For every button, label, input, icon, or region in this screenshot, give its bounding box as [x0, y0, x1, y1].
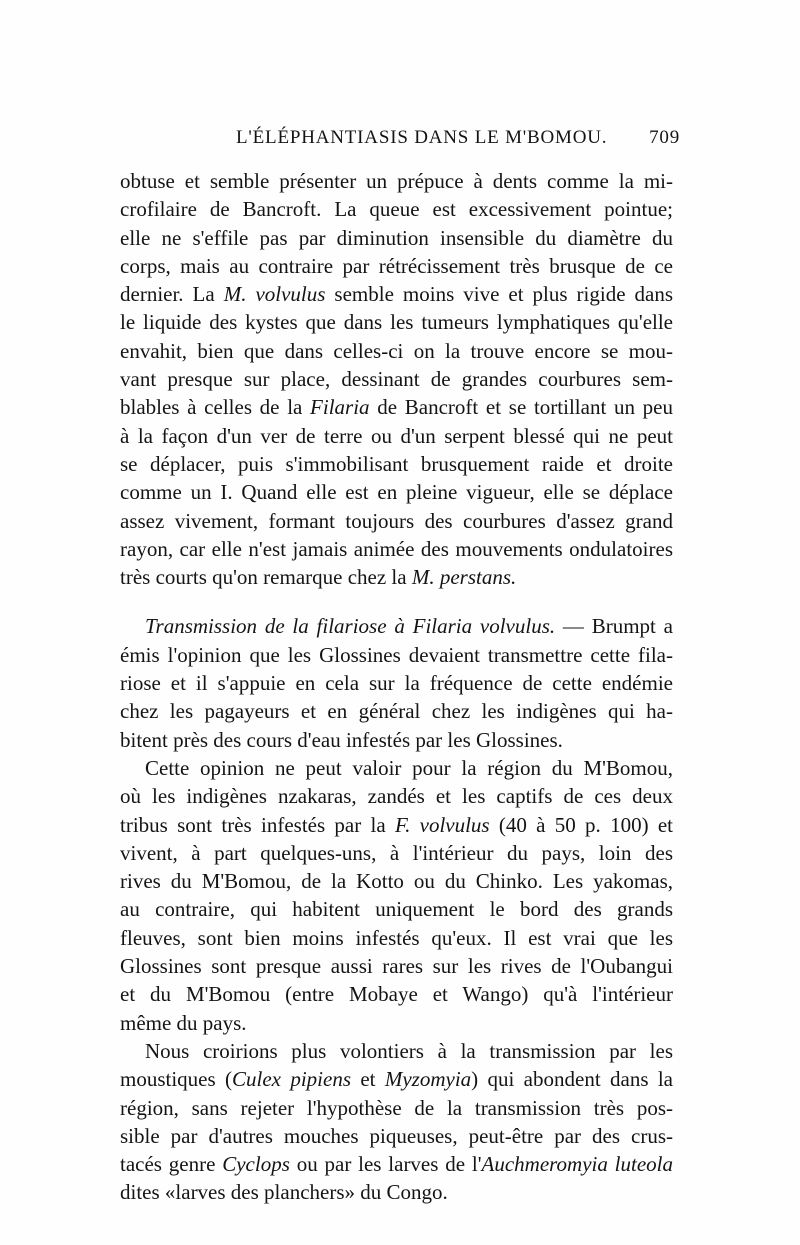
text-line	[120, 754, 673, 782]
text-line	[120, 895, 673, 923]
text-run: Nous croirions plus volontiers à la transmission par les	[145, 1038, 673, 1063]
text-run: où les indigènes nzakaras, zandés et les captifs de ces deux	[120, 784, 673, 809]
text-line	[120, 924, 673, 952]
italic-text: Auchmeromyia luteola	[481, 1152, 673, 1177]
text-run: bitent près des cours d'eau infestés par les Glossines.	[120, 727, 563, 752]
text-line	[120, 1037, 673, 1065]
text-run: et	[351, 1067, 385, 1092]
text-run: blables à celles de la	[120, 395, 311, 420]
text-run: envahit, bien que dans celles-ci on la trouve encore se mou-	[120, 338, 673, 363]
text-run: se déplacer, puis s'immobilisant brusquement raide et droite	[120, 451, 673, 476]
text-run: rives du M'Bomou, de la Kotto ou du Chinko. Les yakomas,	[120, 869, 673, 894]
text-run: même du pays.	[120, 1010, 247, 1035]
text-run: au contraire, qui habitent uniquement le bord des grands	[120, 897, 673, 922]
italic-text: Cyclops	[222, 1152, 290, 1177]
text-line	[120, 980, 673, 1008]
text-run: chez les pagayeurs et en général chez les indigènes qui ha-	[120, 699, 673, 724]
italic-text: F. volvulus	[394, 812, 490, 837]
text-run: le liquide des kystes que dans les tumeurs lymphatiques qu'elle	[120, 310, 673, 335]
text-run: de Bancroft et se tortillant un peu	[369, 395, 673, 420]
text-run: rayon, car elle n'est jamais animée des mouvements ondulatoires	[120, 536, 673, 561]
paragraph-gap	[120, 591, 673, 612]
italic-text: Filaria	[310, 395, 370, 420]
text-line	[120, 167, 673, 195]
text-line	[120, 308, 673, 336]
text-line	[120, 252, 673, 280]
text-run: vivent, à part quelques-uns, à l'intérieur du pays, loin des	[120, 840, 673, 865]
text-run: région, sans rejeter l'hypothèse de la transmission très pos-	[120, 1095, 673, 1120]
text-line	[120, 1150, 673, 1178]
running-title: L'ÉLÉPHANTIASIS DANS LE M'BOMOU.	[236, 127, 608, 148]
text-line	[120, 669, 673, 697]
text-run: — Brumpt a	[555, 614, 673, 639]
text-line	[120, 1065, 673, 1093]
italic-text: Myzomyia	[384, 1067, 472, 1092]
italic-text: Culex pipiens	[232, 1067, 352, 1092]
text-line	[120, 365, 673, 393]
text-line	[120, 507, 673, 535]
paragraph	[120, 1037, 673, 1207]
text-run: obtuse et semble présenter un prépuce à dents comme la mi-	[120, 169, 673, 193]
text-run: dernier. La	[120, 282, 224, 307]
text-line	[120, 726, 673, 754]
text-line	[120, 612, 673, 640]
text-line	[120, 563, 673, 591]
italic-text: M. perstans.	[411, 565, 517, 590]
italic-text: M. volvulus	[223, 282, 326, 307]
text-line	[120, 697, 673, 725]
text-run: tribus sont très infestés par la	[120, 812, 395, 837]
text-run: ) qui abondent dans la	[471, 1067, 673, 1092]
text-line	[120, 1122, 673, 1150]
text-line	[120, 224, 673, 252]
text-run: comme un I. Quand elle est en pleine vigueur, elle se déplace	[120, 480, 673, 505]
text-line	[120, 1009, 673, 1037]
text-run: dites «larves des planchers» du Congo.	[120, 1180, 448, 1205]
text-run: crofilaire de Bancroft. La queue est excessivement pointue;	[120, 197, 673, 222]
text-line	[120, 839, 673, 867]
text-run: Cette opinion ne peut valoir pour la région du M'Bomou,	[145, 755, 673, 780]
text-run: à la façon d'un ver de terre ou d'un serpent blessé qui ne peut	[120, 423, 673, 448]
paragraph	[120, 754, 673, 1037]
text-line	[120, 393, 673, 421]
text-line	[120, 280, 673, 308]
text-run: vant presque sur place, dessinant de grandes courbures sem-	[120, 367, 673, 392]
text-line	[120, 641, 673, 669]
text-run: sible par d'autres mouches piqueuses, peut-être par des crus-	[120, 1123, 673, 1148]
text-line	[120, 450, 673, 478]
text-line	[120, 1094, 673, 1122]
text-run: corps, mais au contraire par rétrécissement très brusque de ce	[120, 253, 673, 278]
text-line	[120, 195, 673, 223]
text-run: tacés genre	[120, 1152, 223, 1177]
text-run: Glossines sont presque aussi rares sur les rives de l'Oubangui	[120, 954, 673, 979]
text-run: ou par les larves de l'	[289, 1152, 482, 1177]
text-run: fleuves, sont bien moins infestés qu'eux. Il est vrai que les	[120, 925, 673, 950]
text-line	[120, 867, 673, 895]
body-text	[120, 167, 673, 1207]
text-line	[120, 535, 673, 563]
text-line	[120, 478, 673, 506]
text-line	[120, 1178, 673, 1206]
running-header	[120, 127, 680, 153]
text-run: moustiques (	[120, 1067, 233, 1092]
text-run: semble moins vive et plus rigide dans	[325, 282, 674, 307]
paragraph	[120, 612, 673, 753]
text-run: assez vivement, formant toujours des courbures d'assez grand	[120, 508, 673, 533]
paragraph	[120, 167, 673, 591]
italic-text: Transmission de la filariose à Filaria volvulus.	[145, 614, 556, 639]
text-run: très courts qu'on remarque chez la	[120, 565, 412, 590]
text-run: (40 à 50 p. 100) et	[489, 812, 674, 837]
text-run: émis l'opinion que les Glossines devaient transmettre cette fila-	[120, 642, 673, 667]
text-run: et du M'Bomou (entre Mobaye et Wango) qu'à l'intérieur	[120, 982, 673, 1007]
page-number: 709	[649, 127, 680, 148]
text-run: riose et il s'appuie en cela sur la fréquence de cette endémie	[120, 671, 673, 696]
text-run: elle ne s'effile pas par diminution insensible du diamètre du	[120, 225, 673, 250]
text-line	[120, 782, 673, 810]
text-line	[120, 952, 673, 980]
text-line	[120, 811, 673, 839]
text-line	[120, 337, 673, 365]
text-line	[120, 422, 673, 450]
